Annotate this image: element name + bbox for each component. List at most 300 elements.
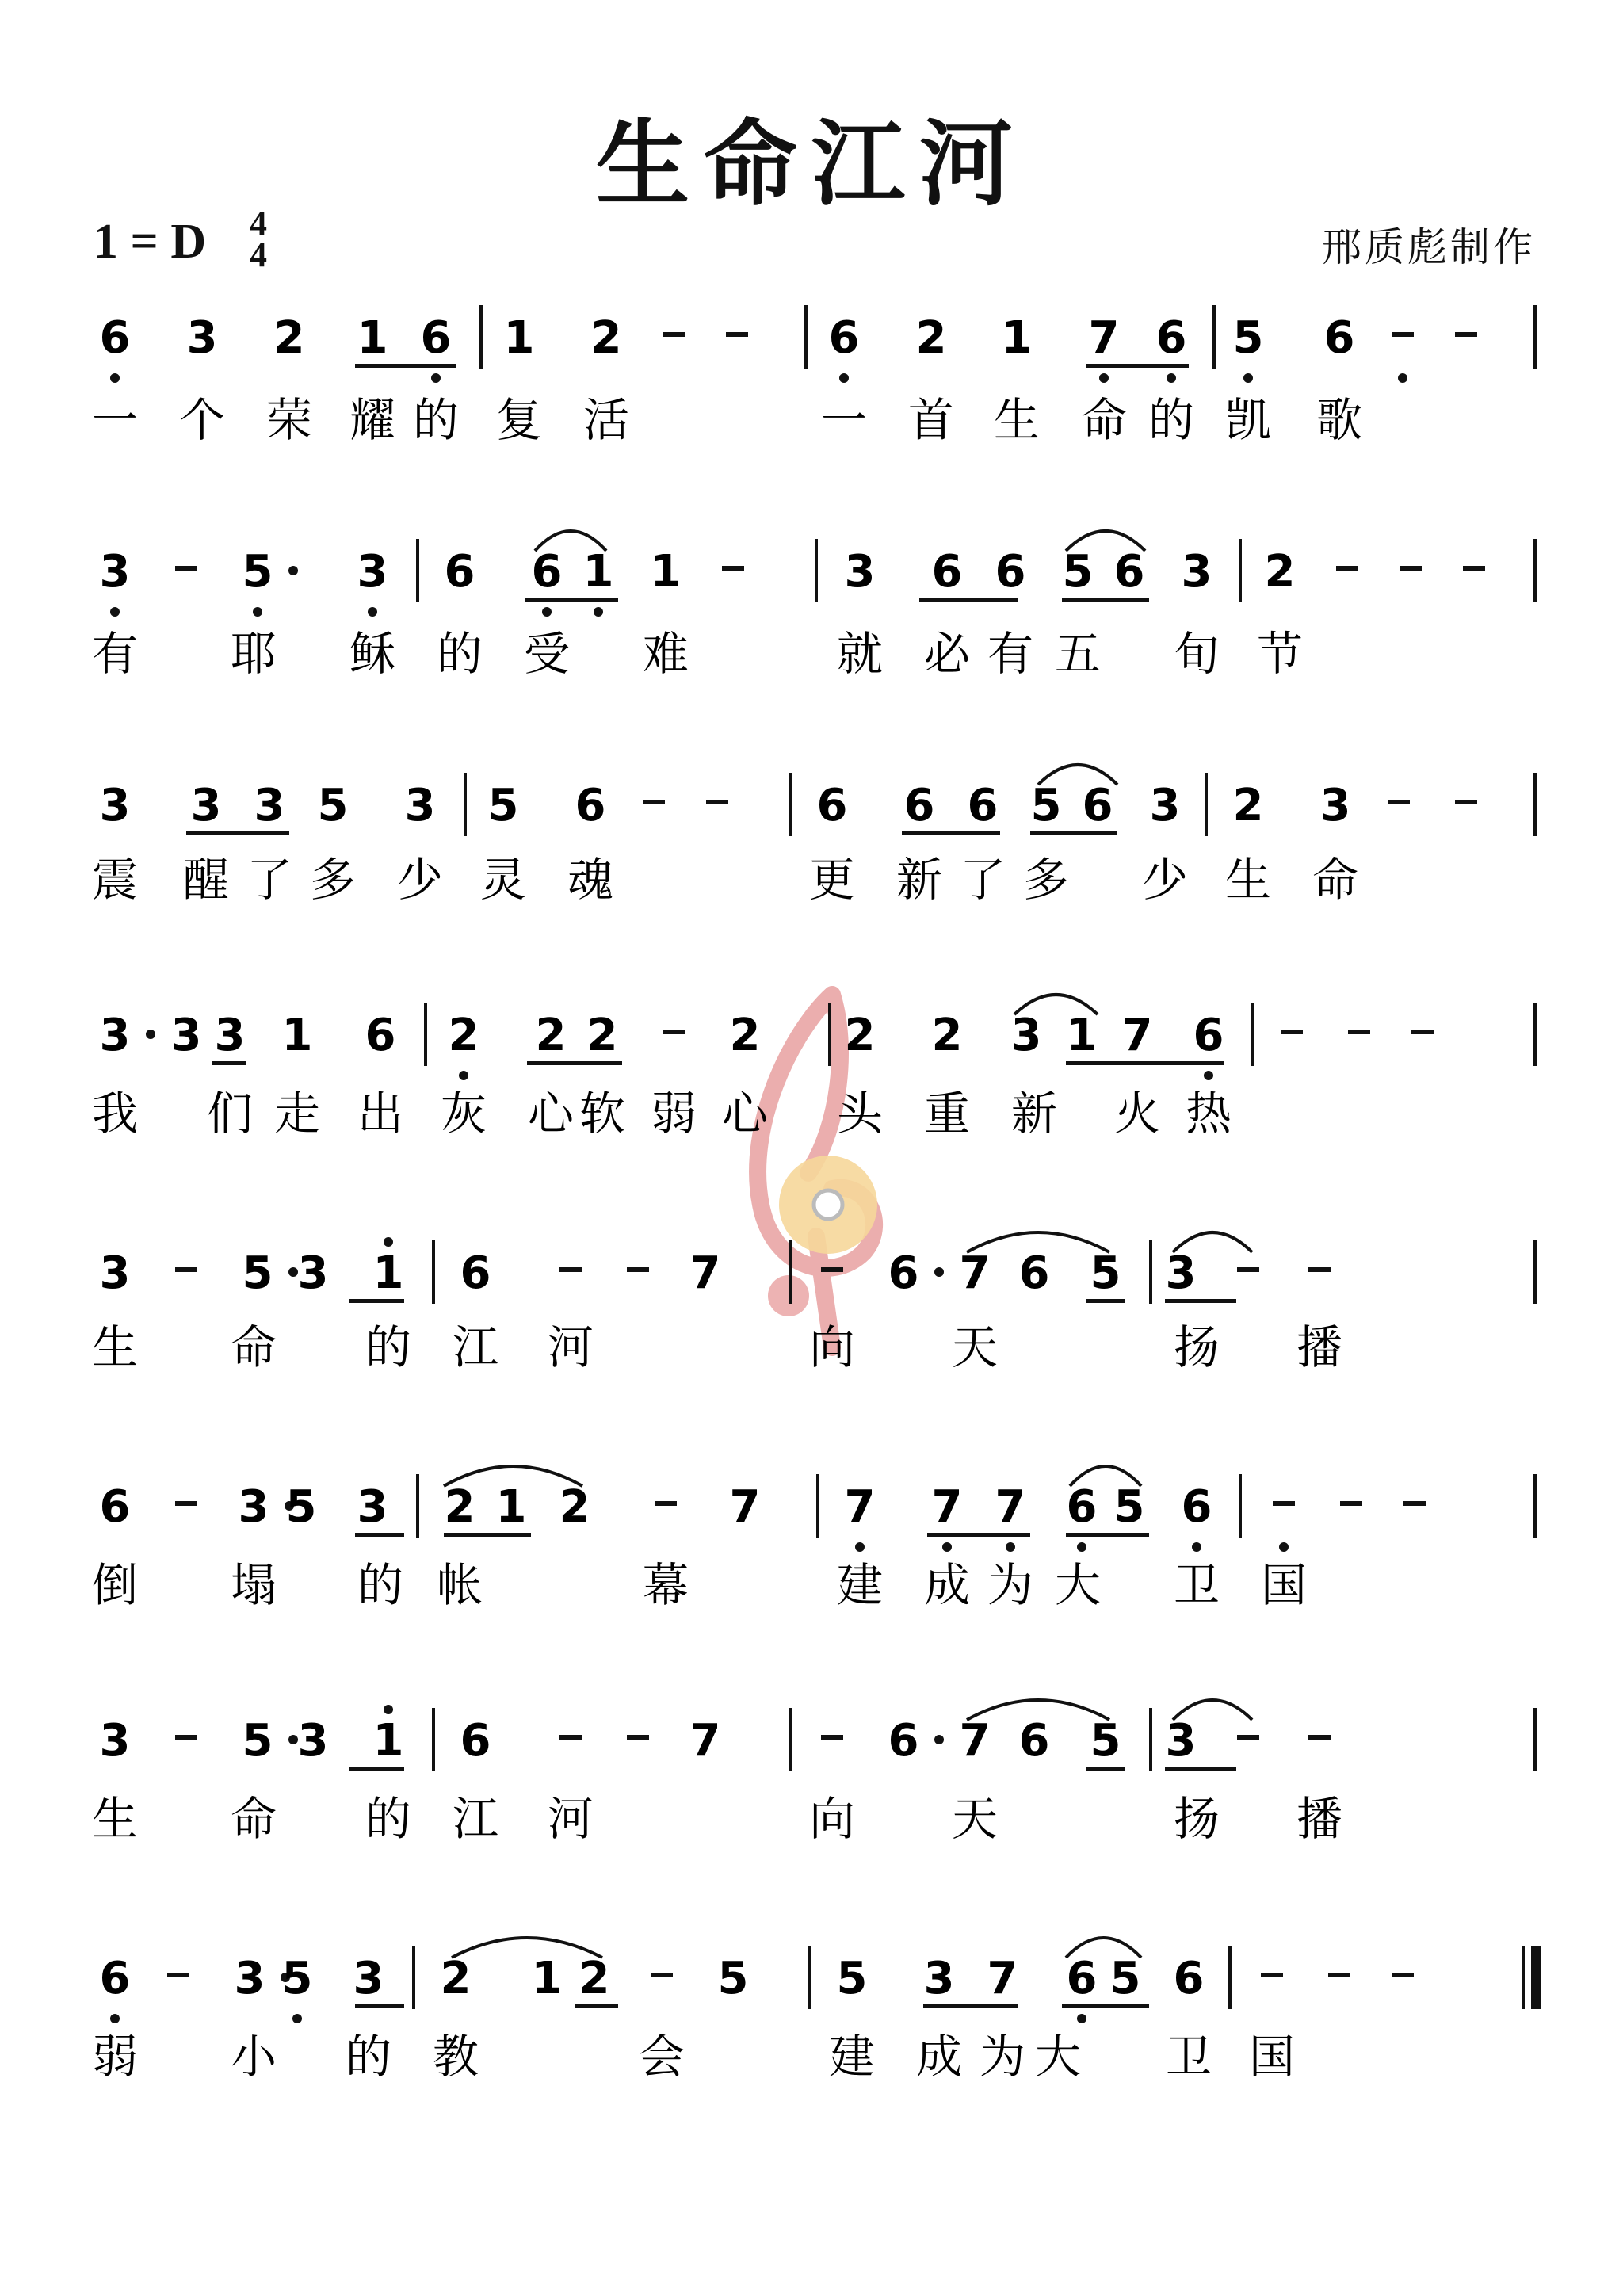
note-digit: 6 [420,312,452,364]
key-signature: 1 = D [94,215,207,269]
lyric-char: 心 [721,1087,769,1140]
lyric-char: 大 [1054,1558,1102,1612]
note-digit: 1 [650,546,682,598]
beam-underline [1086,1299,1125,1303]
beam-underline [575,2004,618,2008]
note-digit: 3 [99,780,131,831]
low-octave-dot [110,2014,120,2023]
low-octave-dot [1167,373,1176,383]
lyric-char: 头 [836,1087,884,1140]
note-digit: 6 [828,312,860,364]
bar-line [1239,539,1242,602]
bar-line [412,1946,415,2009]
dash-mark [663,332,685,337]
lyric-char: 国 [1248,2030,1296,2084]
note-digit: 1 [372,1247,404,1299]
bar-line [828,1003,831,1066]
note-digit: 7 [844,1481,876,1533]
bar-line [1533,539,1537,602]
bar-line [1149,1240,1152,1304]
note-digit: 6 [1173,1953,1205,2004]
lyric-char: 播 [1296,1792,1343,1846]
lyric-char: 的 [365,1792,412,1846]
beam-underline [1062,2004,1149,2008]
note-digit: 6 [1113,546,1145,598]
lyric-char: 生 [993,393,1041,447]
low-octave-dot [292,2014,302,2023]
dash-mark [1348,1030,1370,1034]
beam-underline [919,598,1018,602]
lyric-char: 成 [915,2030,963,2084]
bar-line [1533,1474,1537,1538]
low-octave-dot [110,373,120,383]
lyric-char: 耶 [230,627,277,681]
beam-underline [902,831,1000,835]
dash-mark [559,1267,582,1272]
note-digit: 3 [186,312,218,364]
note-digit: 6 [1066,1953,1098,2004]
augmentation-dot [934,1735,944,1744]
note-digit: 6 [995,546,1026,598]
lyric-char: 重 [923,1087,971,1140]
lyric-char: 建 [836,1558,884,1612]
note-digit: 3 [99,1247,131,1299]
note-digit: 6 [1018,1247,1050,1299]
dash-mark [167,1973,189,1977]
lyric-char: 就 [836,627,884,681]
note-digit: 7 [1121,1010,1153,1061]
note-digit: 1 [1001,312,1033,364]
low-octave-dot [1398,373,1407,383]
note-digit: 6 [888,1715,919,1767]
note-digit: 3 [844,546,876,598]
bar-line [789,1708,792,1771]
lyric-char: 出 [357,1087,404,1140]
bar-line [1251,1003,1254,1066]
beam-underline [1086,1767,1125,1771]
lyric-char: 河 [547,1792,594,1846]
note-digit: 2 [931,1010,963,1061]
beam-underline [923,2004,1018,2008]
beam-underline [355,1533,404,1537]
lyric-char: 有 [91,627,139,681]
note-digit: 6 [967,780,999,831]
low-octave-dot [594,607,603,617]
dash-mark [1336,566,1358,571]
note-digit: 6 [1193,1010,1224,1061]
lyric-char: 为 [987,1558,1034,1612]
beam-underline [1086,364,1189,368]
dash-mark [1308,1735,1331,1740]
bar-line [808,1946,812,2009]
note-digit: 7 [689,1715,721,1767]
dash-mark [726,332,748,337]
high-octave-dot [384,1237,393,1247]
note-digit: 3 [1165,1247,1197,1299]
lyric-char: 生 [91,1792,139,1846]
beam-underline [1062,598,1149,602]
bar-line [815,539,818,602]
note-digit: 7 [931,1481,963,1533]
lyric-char: 稣 [349,627,396,681]
note-digit: 2 [559,1481,590,1533]
lyric-char: 命 [230,1792,277,1846]
note-digit: 1 [372,1715,404,1767]
note-digit: 3 [357,1481,388,1533]
lyric-char: 弱 [650,1087,697,1140]
dash-mark [1403,1501,1426,1506]
beam-underline [1030,831,1117,835]
note-digit: 3 [1165,1715,1197,1767]
dash-mark [175,566,197,571]
note-digit: 2 [273,312,305,364]
lyric-char: 会 [638,2030,685,2084]
song-title: 生命江河 [595,109,1027,219]
dash-mark [651,1973,673,1977]
note-digit: 2 [586,1010,618,1061]
dash-mark [1261,1973,1283,1977]
lyric-char: 向 [808,1792,856,1846]
note-digit: 5 [1090,1715,1121,1767]
lyric-char: 帐 [436,1558,483,1612]
note-digit: 6 [575,780,606,831]
lyric-char: 醒 [182,853,230,907]
note-digit: 5 [242,1247,273,1299]
bar-line [1533,1003,1537,1066]
lyric-char: 旬 [1173,627,1220,681]
lyric-char: 小 [230,2030,277,2084]
note-digit: 1 [1066,1010,1098,1061]
lyric-char: 热 [1185,1087,1232,1140]
beam-underline [212,1061,246,1065]
bar-line [479,305,483,369]
time-signature-bottom: 4 [250,235,267,274]
note-digit: 5 [1109,1953,1141,2004]
lyric-char: 灵 [479,853,527,907]
note-digit: 3 [1010,1010,1042,1061]
note-digit: 2 [579,1953,610,2004]
dash-mark [1328,1973,1350,1977]
lyric-char: 生 [1224,853,1272,907]
lyric-char: 难 [642,627,689,681]
note-digit: 6 [444,546,475,598]
low-octave-dot [1204,1071,1213,1080]
bar-line [424,1003,427,1066]
lyric-char: 五 [1054,627,1102,681]
note-digit: 3 [357,546,388,598]
dash-mark [821,1267,843,1272]
bar-line [464,773,467,836]
lyric-char: 魂 [567,853,614,907]
dash-mark [1455,800,1477,804]
lyric-char: 走 [273,1087,321,1140]
dash-mark [706,800,728,804]
lyric-char: 了 [246,853,293,907]
low-octave-dot [942,1542,952,1552]
note-digit: 6 [365,1010,396,1061]
lyric-char: 震 [91,853,139,907]
low-octave-dot [459,1071,468,1080]
lyric-char: 了 [959,853,1006,907]
note-digit: 2 [915,312,947,364]
dash-mark [722,566,744,571]
low-octave-dot [1006,1542,1015,1552]
credit-text: 邢质彪制作 [1322,224,1536,270]
lyric-char: 的 [365,1320,412,1374]
bar-line [1212,305,1216,369]
augmentation-dot [146,1030,155,1039]
note-digit: 6 [1155,312,1187,364]
note-digit: 2 [590,312,622,364]
lyric-char: 国 [1260,1558,1308,1612]
bar-line [1522,1946,1525,2009]
lyric-char: 倒 [91,1558,139,1612]
dash-mark [643,800,665,804]
bar-line [432,1240,435,1304]
bar-line [1228,1946,1232,2009]
note-digit: 2 [448,1010,479,1061]
note-digit: 2 [1264,546,1296,598]
note-digit: 5 [836,1953,868,2004]
lyric-char: 天 [951,1792,999,1846]
note-digit: 3 [353,1953,384,2004]
lyric-char: 多 [309,853,357,907]
note-digit: 1 [357,312,388,364]
note-digit: 6 [816,780,848,831]
lyric-char: 复 [495,393,543,447]
note-digit: 7 [959,1247,991,1299]
dash-mark [1281,1030,1303,1034]
note-digit: 7 [729,1481,761,1533]
note-digit: 6 [99,1481,131,1533]
dash-mark [1237,1267,1259,1272]
note-digit: 2 [844,1010,876,1061]
bar-line [1533,773,1537,836]
beam-underline [1165,1767,1236,1771]
augmentation-dot [288,1267,298,1277]
note-digit: 2 [729,1010,761,1061]
note-digit: 6 [931,546,963,598]
note-digit: 5 [1232,312,1264,364]
note-digit: 3 [1181,546,1212,598]
low-octave-dot [431,373,441,383]
note-digit: 6 [903,780,935,831]
note-digit: 3 [170,1010,202,1061]
note-digit: 5 [1090,1247,1121,1299]
note-digit: 3 [254,780,285,831]
beam-underline [1066,1533,1149,1537]
lyric-char: 向 [808,1320,856,1374]
dash-mark [1455,332,1477,337]
note-digit: 2 [444,1481,475,1533]
lyric-char: 为 [979,2030,1026,2084]
time-signature-top: 4 [250,204,267,243]
note-digit: 3 [214,1010,246,1061]
bar-line [416,539,419,602]
bar-line [416,1474,419,1538]
bar-line [1149,1708,1152,1771]
note-digit: 5 [285,1481,317,1533]
note-digit: 7 [987,1953,1018,2004]
bar-line [1239,1474,1242,1538]
note-digit: 3 [297,1715,329,1767]
dash-mark [1273,1501,1295,1506]
lyric-char: 弱 [91,2030,139,2084]
note-digit: 2 [440,1953,472,2004]
lyric-char: 命 [1312,853,1359,907]
final-bar-line [1531,1946,1541,2009]
dash-mark [663,1030,685,1034]
bar-line [1533,1240,1537,1304]
note-digit: 2 [1232,780,1264,831]
lyric-char: 我 [91,1087,139,1140]
note-digit: 5 [717,1953,749,2004]
lyric-char: 心 [527,1087,575,1140]
lyric-char: 扬 [1173,1792,1220,1846]
low-octave-dot [110,607,120,617]
lyric-char: 的 [436,627,483,681]
dash-mark [627,1735,649,1740]
lyric-char: 教 [432,2030,479,2084]
note-digit: 2 [535,1010,567,1061]
lyric-char: 河 [547,1320,594,1374]
dash-mark [1400,566,1422,571]
note-digit: 3 [404,780,436,831]
dash-mark [559,1735,582,1740]
note-digit: 5 [1062,546,1094,598]
lyric-char: 少 [396,853,444,907]
note-digit: 3 [1319,780,1351,831]
note-digit: 3 [99,1715,131,1767]
lyric-char: 命 [230,1320,277,1374]
augmentation-dot [288,1735,298,1744]
lyric-char: 卫 [1173,1558,1220,1612]
note-digit: 1 [582,546,614,598]
low-octave-dot [1099,373,1109,383]
lyric-char: 歌 [1316,393,1363,447]
note-digit: 3 [297,1247,329,1299]
lyric-char: 天 [951,1320,999,1374]
lyric-char: 幕 [642,1558,689,1612]
lyric-char: 个 [178,393,226,447]
note-digit: 3 [1149,780,1181,831]
lyric-char: 的 [345,2030,392,2084]
lyric-char: 荣 [265,393,313,447]
lyric-char: 命 [1080,393,1128,447]
note-digit: 6 [1323,312,1355,364]
lyric-char: 受 [523,627,571,681]
note-digit: 5 [242,1715,273,1767]
dash-mark [1237,1735,1259,1740]
lyric-char: 节 [1256,627,1304,681]
high-octave-dot [384,1705,393,1714]
lyric-char: 播 [1296,1320,1343,1374]
bar-line [432,1708,435,1771]
note-digit: 6 [531,546,563,598]
beam-underline [355,2004,404,2008]
bar-line [804,305,808,369]
note-digit: 5 [281,1953,313,2004]
bar-line [1533,305,1537,369]
note-digit: 3 [99,546,131,598]
augmentation-dot [934,1267,944,1277]
lyric-char: 多 [1022,853,1070,907]
lyric-char: 首 [907,393,955,447]
note-digit: 6 [460,1247,491,1299]
lyric-char: 活 [582,393,630,447]
bar-line [789,1240,792,1304]
beam-underline [927,1533,1030,1537]
bar-line [816,1474,819,1538]
bar-line [789,773,792,836]
lyric-char: 有 [987,627,1034,681]
lyric-char: 们 [206,1087,254,1140]
note-digit: 7 [1088,312,1120,364]
dash-mark [655,1501,677,1506]
note-digit: 6 [1082,780,1113,831]
note-digit: 3 [923,1953,955,2004]
note-digit: 6 [1018,1715,1050,1767]
beam-underline [1117,1061,1224,1065]
low-octave-dot [1279,1542,1289,1552]
lyric-char: 江 [452,1320,499,1374]
dash-mark [1392,1973,1414,1977]
note-digit: 7 [689,1247,721,1299]
lyric-char: 一 [91,393,139,447]
note-digit: 5 [487,780,519,831]
beam-underline [349,1299,404,1303]
beam-underline [527,1061,622,1065]
note-digit: 1 [503,312,535,364]
low-octave-dot [855,1542,865,1552]
beam-underline [525,598,618,602]
lyric-char: 软 [579,1087,626,1140]
low-octave-dot [839,373,849,383]
note-digit: 3 [234,1953,265,2004]
dash-mark [1340,1501,1362,1506]
lyric-char: 扬 [1173,1320,1220,1374]
lyric-char: 江 [452,1792,499,1846]
dash-mark [1411,1030,1434,1034]
note-digit: 5 [317,780,349,831]
note-digit: 5 [1113,1481,1145,1533]
lyric-char: 必 [923,627,971,681]
note-digit: 6 [460,1715,491,1767]
lyric-char: 灰 [440,1087,487,1140]
lyric-char: 少 [1141,853,1189,907]
note-digit: 7 [995,1481,1026,1533]
dash-mark [175,1735,197,1740]
dash-mark [1308,1267,1331,1272]
low-octave-dot [1243,373,1253,383]
lyric-char: 的 [357,1558,404,1612]
note-digit: 6 [1181,1481,1212,1533]
note-digit: 6 [888,1247,919,1299]
bar-line [1533,1708,1537,1771]
lyric-char: 凯 [1224,393,1272,447]
lyric-char: 塌 [230,1558,277,1612]
lyric-char: 更 [808,853,856,907]
low-octave-dot [253,607,262,617]
beam-underline [1165,1299,1236,1303]
augmentation-dot [288,566,298,575]
lyric-char: 一 [820,393,868,447]
low-octave-dot [1077,1542,1086,1552]
beam-underline [444,1533,531,1537]
dash-mark [1392,332,1414,337]
beam-underline [186,831,289,835]
beam-underline [349,1767,404,1771]
